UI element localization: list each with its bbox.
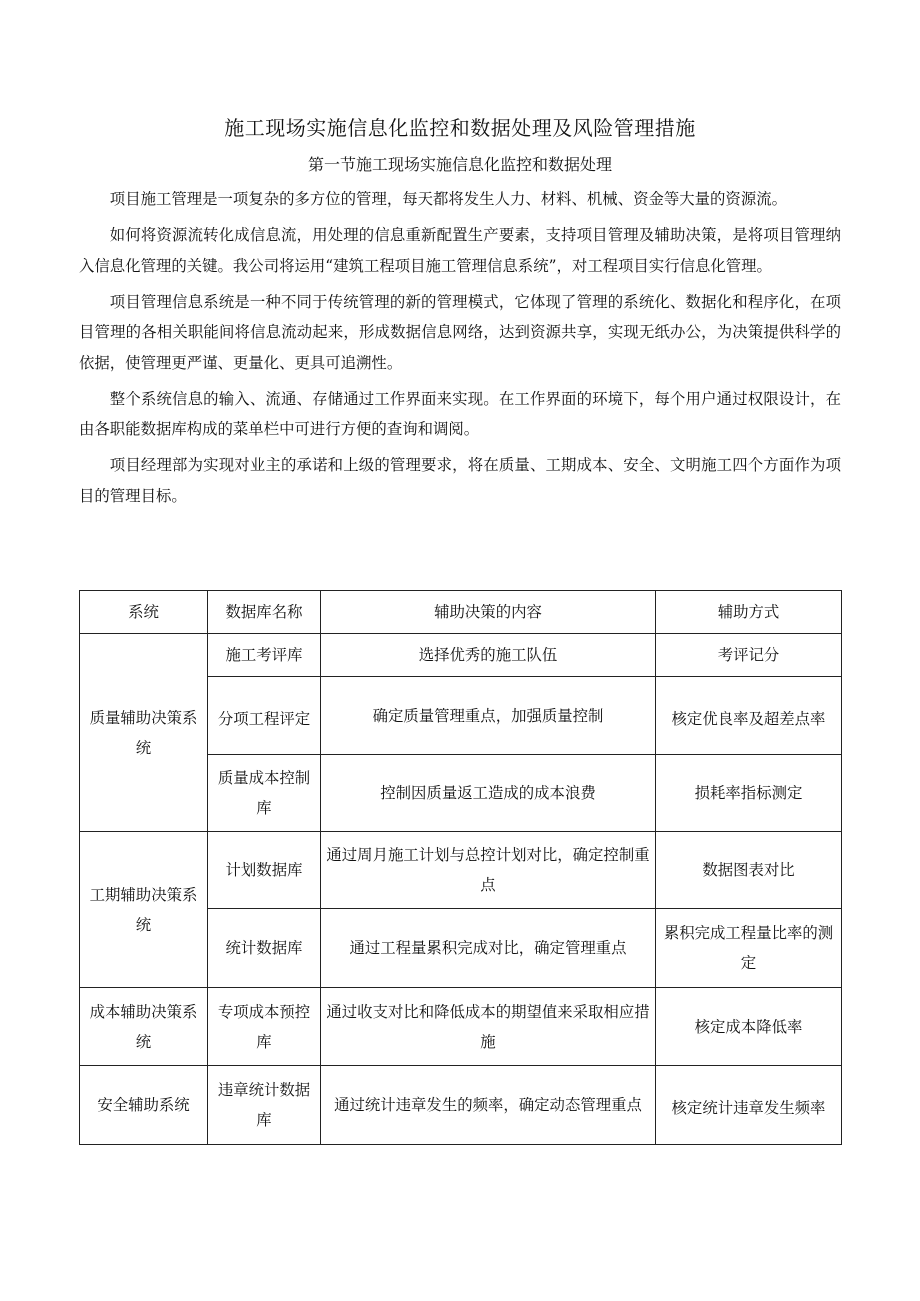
database-cell: 专项成本预控库 — [208, 988, 321, 1066]
system-cell: 工期辅助决策系统 — [80, 832, 208, 988]
method-cell: 数据图表对比 — [656, 832, 842, 909]
table-row — [80, 634, 842, 677]
content-cell: 通过工程量累积完成对比，确定管理重点 — [321, 909, 656, 988]
database-cell: 统计数据库 — [208, 909, 321, 988]
content-cell: 确定质量管理重点，加强质量控制 — [321, 677, 656, 755]
table-row — [80, 832, 842, 909]
table-row — [80, 1066, 842, 1145]
header-cell: 数据库名称 — [208, 591, 321, 634]
content-cell: 通过周月施工计划与总控计划对比，确定控制重点 — [321, 832, 656, 909]
section-title: 第一节施工现场实施信息化监控和数据处理 — [307, 155, 612, 174]
content-cell: 通过收支对比和降低成本的期望值来采取相应措施 — [321, 988, 656, 1066]
document-title: 施工现场实施信息化监控和数据处理及风险管理措施 — [224, 116, 696, 140]
method-cell: 核定统计违章发生频率 — [656, 1066, 842, 1145]
table-header-row — [80, 591, 842, 634]
method-cell: 损耗率指标测定 — [656, 755, 842, 832]
system-cell: 成本辅助决策系统 — [80, 988, 208, 1066]
paragraph: 项目施工管理是一项复杂的多方位的管理，每天都将发生人力、材料、机械、资金等大量的资源流。 — [109, 190, 787, 208]
database-cell: 质量成本控制库 — [208, 755, 321, 832]
system-cell: 安全辅助系统 — [80, 1066, 208, 1145]
method-cell: 核定成本降低率 — [656, 988, 842, 1066]
method-cell: 考评记分 — [656, 634, 842, 677]
paragraph: 项目管理信息系统是一种不同于传统管理的新的管理模式，它体现了管理的系统化、数据化和程序化，在项目管理的各相关职能间将信息流动起来，形成数据信息网络，达到资源共享，实现无纸办公，为决策提供科学的依据，使管理更严谨、更量化、更具可追溯性。 — [79, 292, 841, 372]
decision-support-table — [79, 590, 842, 1145]
header-cell: 辅助方式 — [656, 591, 842, 634]
paragraph: 如何将资源流转化成信息流，用处理的信息重新配置生产要素，支持项目管理及辅助决策，是将项目管理纳入信息化管理的关键。我公司将运用“建筑工程项目施工管理信息系统”，对工程项目实行信息化管理。 — [79, 226, 841, 275]
database-cell: 计划数据库 — [208, 832, 321, 909]
paragraph: 项目经理部为实现对业主的承诺和上级的管理要求，将在质量、工期成本、安全、文明施工四个方面作为项目的管理目标。 — [79, 456, 841, 505]
body-text — [79, 184, 841, 517]
method-cell: 累积完成工程量比率的测定 — [656, 909, 842, 988]
content-cell: 通过统计违章发生的频率，确定动态管理重点 — [321, 1066, 656, 1145]
content-cell: 控制因质量返工造成的成本浪费 — [321, 755, 656, 832]
database-cell: 施工考评库 — [208, 634, 321, 677]
content-cell: 选择优秀的施工队伍 — [321, 634, 656, 677]
database-cell: 分项工程评定 — [208, 677, 321, 755]
table-row — [80, 988, 842, 1066]
header-cell: 辅助决策的内容 — [321, 591, 656, 634]
paragraph: 整个系统信息的输入、流通、存储通过工作界面来实现。在工作界面的环境下，每个用户通过权限设计，在由各职能数据库构成的菜单栏中可进行方便的查询和调阅。 — [79, 389, 841, 438]
header-cell: 系统 — [80, 591, 208, 634]
method-cell: 核定优良率及超差点率 — [656, 677, 842, 755]
database-cell: 违章统计数据库 — [208, 1066, 321, 1145]
system-cell: 质量辅助决策系统 — [80, 634, 208, 832]
